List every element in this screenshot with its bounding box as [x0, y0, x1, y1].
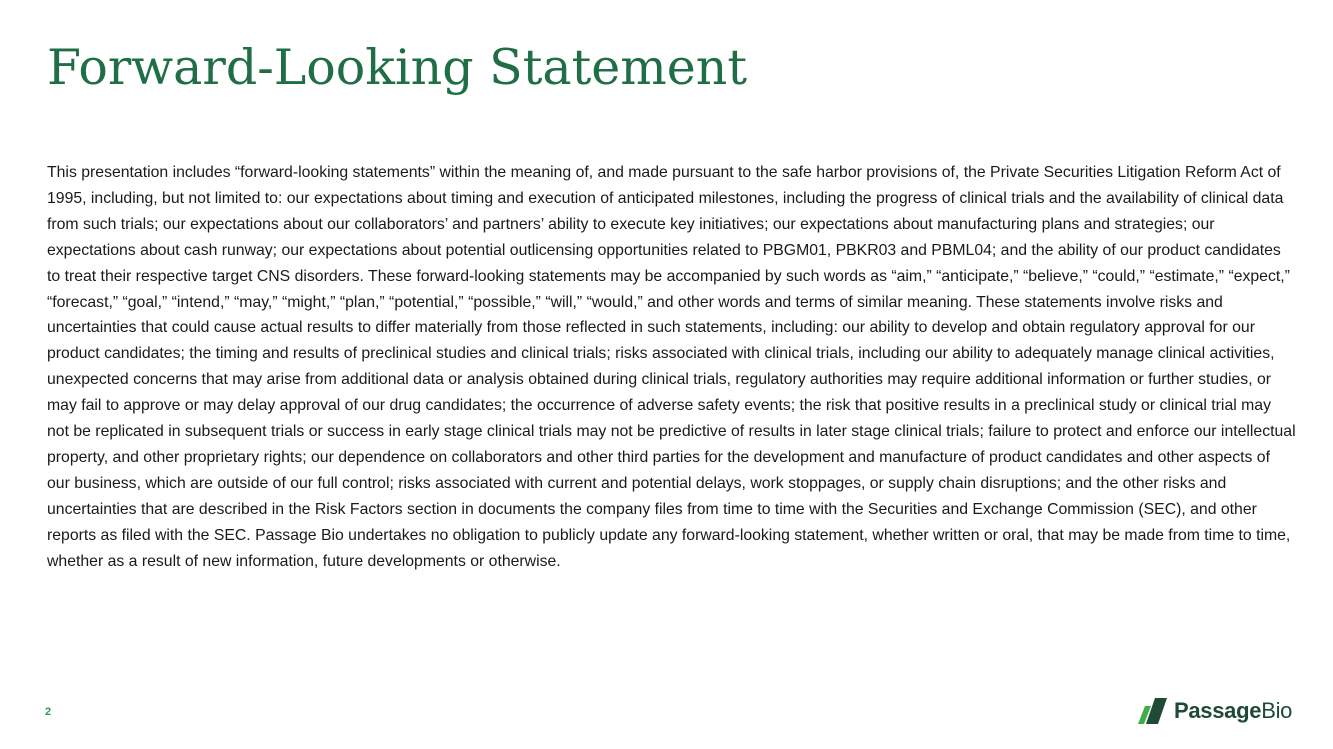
- slide-title: Forward-Looking Statement: [47, 39, 748, 96]
- logo-wordmark-passage: Passage: [1174, 698, 1262, 723]
- passage-bio-logo: [1138, 696, 1300, 726]
- logo-wordmark-bio: Bio: [1261, 698, 1293, 723]
- passage-bio-logo-icon: [1138, 698, 1168, 724]
- logo-wordmark: [1174, 698, 1292, 724]
- disclaimer-paragraph: This presentation includes “forward-looking statements” within the meaning of, and made pursuant to the safe harbor provisions of, the Private Securities Litigation Reform Act of 1995, including, but not limited to: our expectations about timing and execution of anticipated milestones, including the progress of clinical trials and the availability of clinical data from such trials; our expectations about our collaborators’ and partners’ ability to execute key initiatives; our expectations about manufacturing plans and strategies; our expectations about cash runway; our expectations about potential outlicensing opportunities related to PBGM01, PBKR03 and PBML04; and the ability of our product candidates to treat their respective target CNS disorders. These forward-looking statements may be accompanied by such words as “aim,” “anticipate,” “believe,” “could,” “estimate,” “expect,” “forecast,” “goal,” “intend,” “may,” “might,” “plan,” “potential,” “possible,” “will,” “would,” and other words and terms of similar meaning. These statements involve risks and uncertainties that could cause actual results to differ materially from those reflected in such statements, including: our ability to develop and obtain regulatory approval for our product candidates; the timing and results of preclinical studies and clinical trials; risks associated with clinical trials, including our ability to adequately manage clinical activities, unexpected concerns that may arise from additional data or analysis obtained during clinical trials, regulatory authorities may require additional information or further studies, or may fail to approve or may delay approval of our drug candidates; the occurrence of adverse safety events; the risk that positive results in a preclinical study or clinical trial may not be replicated in subsequent trials or success in early stage clinical trials may not be predictive of results in later stage clinical trials; failure to protect and enforce our intellectual property, and other proprietary rights; our dependence on collaborators and other third parties for the development and manufacture of product candidates and other aspects of our business, which are outside of our full control; risks associated with current and potential delays, work stoppages, or supply chain disruptions; and the other risks and uncertainties that are described in the Risk Factors section in documents the company files from time to time with the Securities and Exchange Commission (SEC), and other reports as filed with the SEC. Passage Bio undertakes no obligation to publicly update any forward-looking statement, whether written or oral, that may be made from time to time, whether as a result of new information, future developments or otherwise.: [47, 164, 1296, 570]
- page-number: 2: [45, 706, 52, 718]
